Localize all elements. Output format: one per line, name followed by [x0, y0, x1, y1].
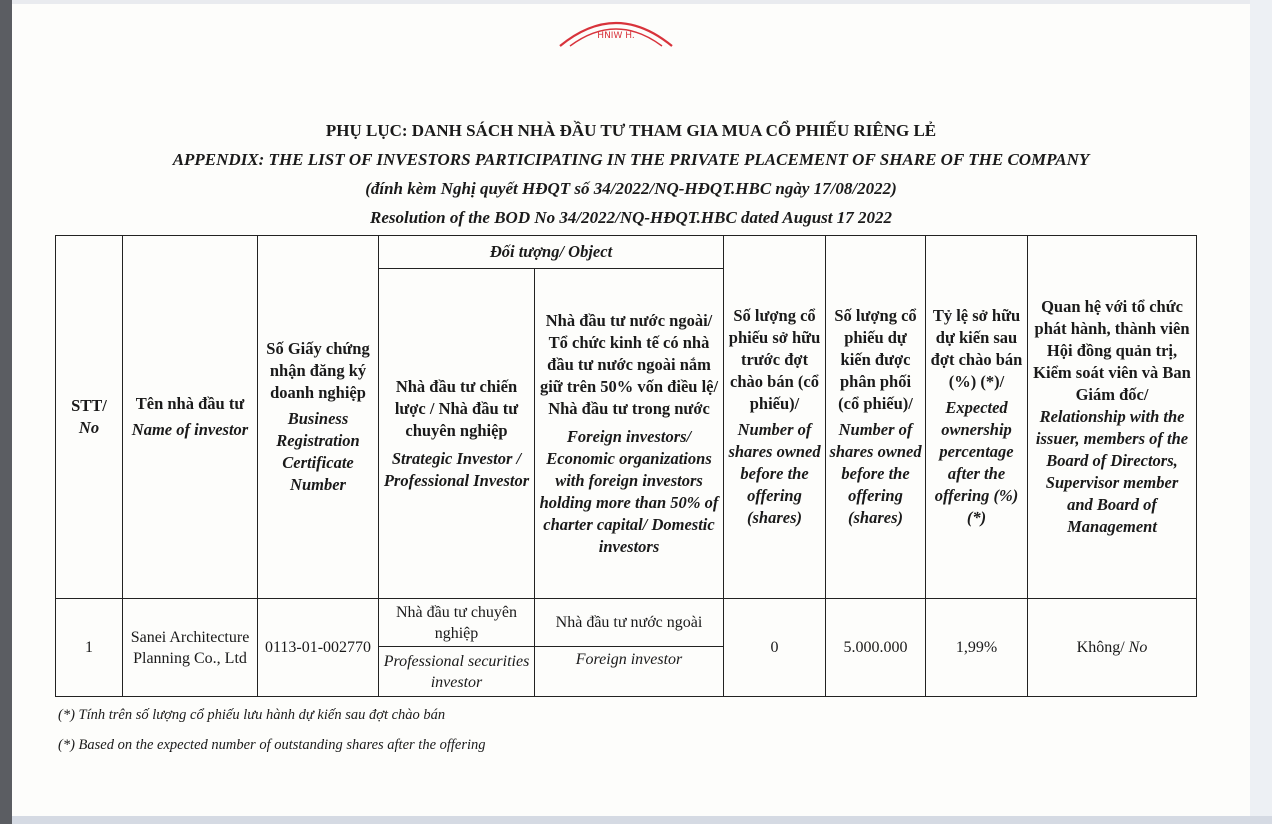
- viewer-bottom-edge: [12, 816, 1272, 824]
- seal-text: HNIW H.: [597, 31, 635, 41]
- cell-foreign-en: Foreign investor: [535, 647, 724, 697]
- document-heading: [12, 116, 1250, 232]
- cell-no: 1: [56, 599, 123, 697]
- cell-allocated: 5.000.000: [826, 599, 926, 697]
- table-row: [56, 599, 1197, 647]
- header-allocated: Số lượng cổ phiếu dự kiến được phân phối (cổ phiếu)/ Number of shares owned before the offering (shares): [826, 236, 926, 599]
- attached-resolution-vn: (đính kèm Nghị quyết HĐQT số 34/2022/NQ-HĐQT.HBC ngày 17/08/2022): [365, 179, 897, 198]
- viewer-left-edge: [0, 0, 12, 824]
- title-vn: PHỤ LỤC: DANH SÁCH NHÀ ĐẦU TƯ THAM GIA MUA CỔ PHIẾU RIÊNG LẺ: [325, 121, 937, 140]
- header-ratio: Tỷ lệ sở hữu dự kiến sau đợt chào bán (%) (*)/ Expected ownership percentage after the offering (%) (*): [926, 236, 1028, 599]
- red-seal-stamp: [552, 10, 680, 50]
- cell-brc: 0113-01-002770: [258, 599, 379, 697]
- header-name: Tên nhà đầu tư Name of investor: [123, 236, 258, 599]
- footnote-en: (*) Based on the expected number of outstanding shares after the offering: [58, 737, 486, 753]
- header-brc: Số Giấy chứng nhận đăng ký doanh nghiệp Business Registration Certificate Number: [258, 236, 379, 599]
- cell-strategic-vn: Nhà đầu tư chuyên nghiệp: [379, 599, 535, 647]
- cell-relation: Không/ No: [1028, 599, 1197, 697]
- investor-table: [55, 235, 1197, 697]
- viewer-right-margin: [1250, 0, 1272, 824]
- attached-resolution-en: Resolution of the BOD No 34/2022/NQ-HĐQT.HBC dated August 17 2022: [369, 208, 893, 227]
- footnote-vn: (*) Tính trên số lượng cổ phiếu lưu hành dự kiến sau đợt chào bán: [58, 707, 446, 723]
- cell-ratio: 1,99%: [926, 599, 1028, 697]
- cell-name: Sanei Architecture Planning Co., Ltd: [123, 599, 258, 697]
- cell-strategic-en: Professional securities investor: [379, 647, 535, 697]
- header-object: Đối tượng/ Object: [379, 236, 724, 269]
- cell-foreign-vn: Nhà đầu tư nước ngoài: [535, 599, 724, 647]
- header-foreign: Nhà đầu tư nước ngoài/ Tổ chức kinh tế có nhà đầu tư nước ngoài nắm giữ trên 50% vốn điều lệ/ Nhà đầu tư trong nước Foreign investors/ Economic organizations with foreign investors holding more than 50% of charter capital/ Domestic investors: [535, 269, 724, 599]
- header-relation: Quan hệ với tổ chức phát hành, thành viên Hội đồng quản trị, Kiểm soát viên và Ban Giám đốc/ Relationship with the issuer, members of the Board of Directors, Supervisor member and Board of Management: [1028, 236, 1197, 599]
- cell-owned-before: 0: [724, 599, 826, 697]
- header-no: STT/ No: [56, 236, 123, 599]
- header-owned-before: Số lượng cổ phiếu sở hữu trước đợt chào bán (cổ phiếu)/ Number of shares owned before the offering (shares): [724, 236, 826, 599]
- title-en: APPENDIX: THE LIST OF INVESTORS PARTICIPATING IN THE PRIVATE PLACEMENT OF SHARE OF THE COMPANY: [172, 150, 1090, 169]
- header-strategic: Nhà đầu tư chiến lược / Nhà đầu tư chuyên nghiệp Strategic Investor / Professional Investor: [379, 269, 535, 599]
